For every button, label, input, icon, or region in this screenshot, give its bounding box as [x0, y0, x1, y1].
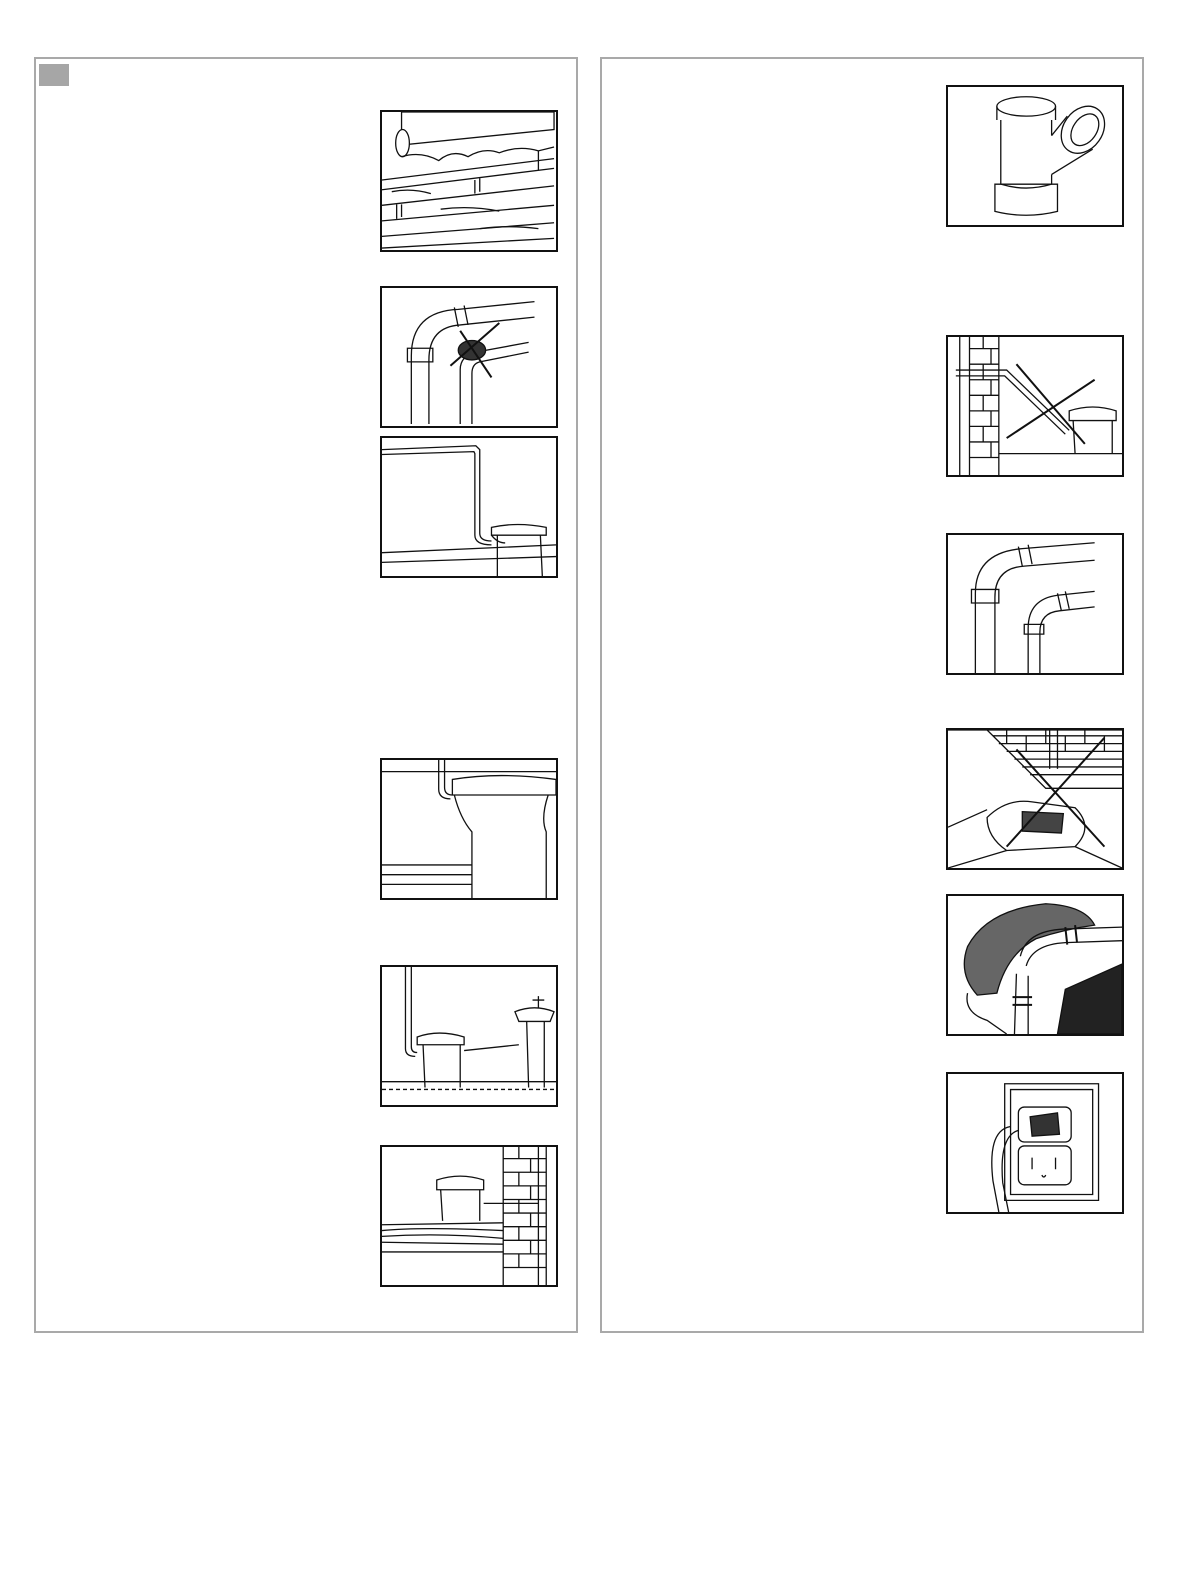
- hands-on-pipe-connection-figure: [946, 894, 1124, 1036]
- two-elbow-pipes-figure: [946, 533, 1124, 675]
- section-marker: [39, 64, 69, 86]
- toilet-slope-incorrect-figure: [946, 335, 1124, 477]
- toilet-closeup-figure: [380, 758, 558, 900]
- toilet-with-wall-drain-figure: [380, 1145, 558, 1287]
- plug-in-outlet-figure: [946, 1072, 1124, 1214]
- wall-pipe-to-toilet-figure: [380, 436, 558, 578]
- wye-fitting-figure: [946, 85, 1124, 227]
- elbow-pipe-incorrect-figure: [380, 286, 558, 428]
- floor-drain-incorrect-figure: [946, 728, 1124, 870]
- pipe-on-floor-joists-figure: [380, 110, 558, 252]
- toilet-and-sink-figure: [380, 965, 558, 1107]
